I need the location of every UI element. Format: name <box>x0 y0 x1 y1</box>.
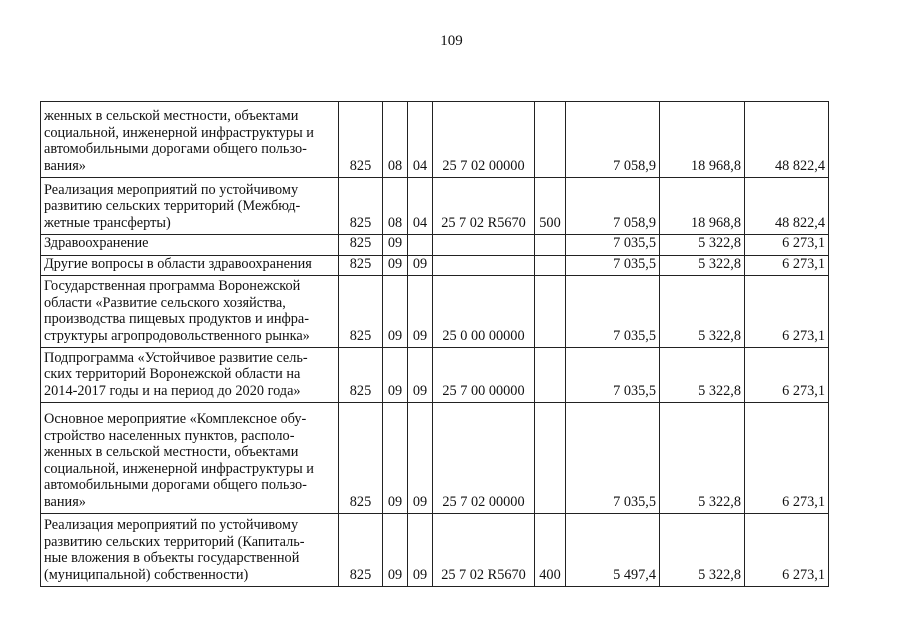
name-line: женных в сельской местности, объектами <box>44 108 299 124</box>
cell-amount-year-3: 6 273,1 <box>745 276 829 348</box>
cell-name <box>41 102 339 178</box>
cell-expense-type <box>535 348 566 403</box>
cell-amount-year-1: 7 058,9 <box>566 102 660 178</box>
cell-target-article: 25 7 00 00000 <box>433 348 535 403</box>
name-line: женных в сельской местности, объектами <box>44 444 299 460</box>
cell-section: 09 <box>383 276 408 348</box>
cell-expense-type <box>535 255 566 276</box>
cell-expense-type <box>535 276 566 348</box>
name-line: развитию сельских территорий (Капиталь- <box>44 533 305 550</box>
cell-expense-type <box>535 102 566 178</box>
table-row <box>41 514 829 587</box>
name-line: развитию сельских территорий (Межбюд- <box>44 198 301 214</box>
cell-name <box>41 514 339 587</box>
name-line: вания» <box>44 493 86 510</box>
name-line: жетные трансферты) <box>44 214 171 231</box>
cell-subsection: 04 <box>408 102 433 178</box>
table-row <box>41 255 829 276</box>
cell-grbs: 825 <box>339 403 383 514</box>
cell-subsection: 09 <box>408 255 433 276</box>
cell-expense-type <box>535 235 566 256</box>
cell-amount-year-3: 6 273,1 <box>745 235 829 256</box>
cell-amount-year-2: 5 322,8 <box>660 348 745 403</box>
cell-amount-year-3: 6 273,1 <box>745 403 829 514</box>
cell-target-article: 25 0 00 00000 <box>433 276 535 348</box>
cell-amount-year-3: 48 822,4 <box>745 178 829 235</box>
cell-target-article: 25 7 02 00000 <box>433 102 535 178</box>
cell-amount-year-2: 18 968,8 <box>660 178 745 235</box>
name-line: стройство населенных пунктов, располо- <box>44 427 295 444</box>
cell-subsection: 09 <box>408 276 433 348</box>
cell-name <box>41 178 339 235</box>
name-line: Реализация мероприятий по устойчивому <box>44 181 299 198</box>
name-line: вания» <box>44 157 86 174</box>
cell-subsection: 04 <box>408 178 433 235</box>
table-row <box>41 348 829 403</box>
cell-target-article: 25 7 02 R5670 <box>433 178 535 235</box>
cell-target-article <box>433 235 535 256</box>
name-line: Здравоохранение <box>44 235 149 251</box>
cell-amount-year-1: 7 035,5 <box>566 403 660 514</box>
name-line: социальной, инженерной инфраструктуры и <box>44 460 314 477</box>
cell-amount-year-1: 7 035,5 <box>566 276 660 348</box>
cell-name <box>41 348 339 403</box>
cell-amount-year-3: 6 273,1 <box>745 255 829 276</box>
name-line: ских территорий Воронежской области на <box>44 366 301 382</box>
cell-subsection: 09 <box>408 403 433 514</box>
cell-grbs: 825 <box>339 235 383 256</box>
page-number: 109 <box>440 33 463 49</box>
cell-amount-year-1: 7 058,9 <box>566 178 660 235</box>
cell-grbs: 825 <box>339 178 383 235</box>
name-line: автомобильными дорогами общего пользо- <box>44 141 307 157</box>
table-row <box>41 102 829 178</box>
name-line: ные вложения в объекты государственной <box>44 550 300 566</box>
cell-name <box>41 235 339 256</box>
cell-grbs: 825 <box>339 255 383 276</box>
name-line: структуры агропродовольственного рынка» <box>44 327 310 344</box>
cell-section: 09 <box>383 403 408 514</box>
cell-grbs: 825 <box>339 348 383 403</box>
cell-name <box>41 276 339 348</box>
cell-amount-year-2: 5 322,8 <box>660 276 745 348</box>
cell-amount-year-1: 7 035,5 <box>566 255 660 276</box>
cell-expense-type: 500 <box>535 178 566 235</box>
name-line: автомобильными дорогами общего пользо- <box>44 477 307 493</box>
cell-amount-year-1: 5 497,4 <box>566 514 660 587</box>
table-body <box>41 102 829 587</box>
cell-amount-year-3: 6 273,1 <box>745 348 829 403</box>
table-row <box>41 403 829 514</box>
cell-target-article: 25 7 02 R5670 <box>433 514 535 587</box>
cell-section: 09 <box>383 255 408 276</box>
name-line: социальной, инженерной инфраструктуры и <box>44 124 314 141</box>
cell-amount-year-1: 7 035,5 <box>566 348 660 403</box>
cell-amount-year-2: 18 968,8 <box>660 102 745 178</box>
table-row <box>41 276 829 348</box>
cell-name <box>41 403 339 514</box>
cell-amount-year-3: 48 822,4 <box>745 102 829 178</box>
name-line: производства пищевых продуктов и инфра- <box>44 311 310 327</box>
cell-amount-year-2: 5 322,8 <box>660 235 745 256</box>
cell-expense-type: 400 <box>535 514 566 587</box>
cell-target-article: 25 7 02 00000 <box>433 403 535 514</box>
cell-name <box>41 255 339 276</box>
name-line: Основное мероприятие «Комплексное обу- <box>44 411 307 427</box>
cell-grbs: 825 <box>339 102 383 178</box>
budget-table <box>40 101 829 587</box>
cell-amount-year-2: 5 322,8 <box>660 514 745 587</box>
cell-section: 09 <box>383 514 408 587</box>
cell-section: 09 <box>383 235 408 256</box>
cell-amount-year-1: 7 035,5 <box>566 235 660 256</box>
cell-amount-year-3: 6 273,1 <box>745 514 829 587</box>
cell-amount-year-2: 5 322,8 <box>660 403 745 514</box>
cell-grbs: 825 <box>339 276 383 348</box>
table-row <box>41 178 829 235</box>
name-line: Другие вопросы в области здравоохранения <box>44 255 312 272</box>
name-line: Государственная программа Воронежской <box>44 278 301 294</box>
cell-amount-year-2: 5 322,8 <box>660 255 745 276</box>
name-line: Подпрограмма «Устойчивое развитие сель- <box>44 349 308 366</box>
name-line: области «Развитие сельского хозяйства, <box>44 294 286 311</box>
cell-target-article <box>433 255 535 276</box>
cell-section: 08 <box>383 102 408 178</box>
cell-subsection: 09 <box>408 348 433 403</box>
cell-section: 09 <box>383 348 408 403</box>
table-row <box>41 235 829 256</box>
cell-section: 08 <box>383 178 408 235</box>
name-line: (муниципальной) собственности) <box>44 566 249 583</box>
cell-expense-type <box>535 403 566 514</box>
name-line: 2014-2017 годы и на период до 2020 года» <box>44 382 301 399</box>
name-line: Реализация мероприятий по устойчивому <box>44 517 299 533</box>
cell-grbs: 825 <box>339 514 383 587</box>
cell-subsection <box>408 235 433 256</box>
cell-subsection: 09 <box>408 514 433 587</box>
